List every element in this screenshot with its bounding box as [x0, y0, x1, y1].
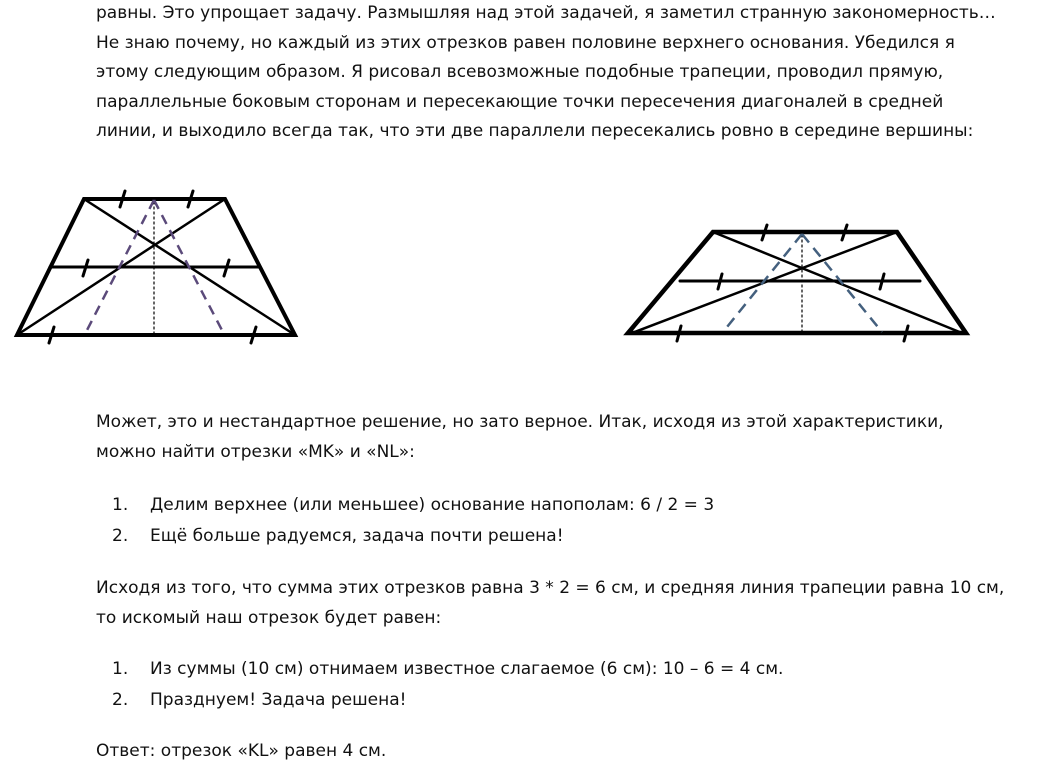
left-dashed-parallels	[85, 200, 224, 334]
intro-line-5: линии, и выходило всегда так, что эти две параллели пересекались ровно в середине вершины:	[96, 121, 974, 142]
para3-line-1: Исходя из того, что сумма этих отрезков равна 3 * 2 = 6 см, и средняя линия трапеции равна 10 см,	[96, 578, 1005, 598]
list2-item-2: Празднуем! Задача решена!	[150, 690, 407, 710]
intro-line-4: параллельные боковым сторонам и пересекающие точки пересечения диагоналей в средней	[96, 91, 944, 112]
right-diagonal-2	[632, 232, 897, 333]
left-tick-marks	[49, 191, 256, 343]
para3-line-2: то искомый наш отрезок будет равен:	[96, 608, 442, 628]
list1-item-2-number: 2.	[112, 526, 129, 546]
intro-line-2: Не знаю почему, но каждый из этих отрезков равен половине верхнего основания. Убедился я	[96, 32, 955, 53]
left-diagonal-1	[84, 199, 295, 335]
list1-item-2: Ещё больше радуемся, задача почти решена!	[150, 526, 564, 546]
right-dashed-parallels	[723, 234, 882, 332]
list1-item-1: Делим верхнее (или меньшее) основание напополам: 6 / 2 = 3	[150, 495, 715, 515]
list2-item-2-number: 2.	[112, 690, 129, 710]
left-trapezoid-outline	[17, 199, 295, 335]
para2-line-1: Может, это и нестандартное решение, но зато верное. Итак, исходя из этой характеристики,	[96, 412, 944, 432]
intro-line-1: равны. Это упрощает задачу. Размышляя над этой задачей, я заметил странную закономерность…	[96, 3, 996, 23]
answer-line: Ответ: отрезок «KL» равен 4 см.	[96, 741, 387, 761]
para2-line-2: можно найти отрезки «MK» и «NL»:	[96, 442, 415, 462]
list2-item-1: Из суммы (10 см) отнимаем известное слагаемое (6 см): 10 – 6 = 4 см.	[150, 659, 784, 679]
left-diagonal-2	[17, 199, 225, 335]
list2-item-1-number: 1.	[112, 659, 129, 679]
intro-line-3: этому следующим образом. Я рисовал всевозможные подобные трапеции, проводил прямую,	[96, 62, 944, 83]
right-trapezoid-outline	[628, 232, 966, 333]
list1-item-1-number: 1.	[112, 495, 129, 515]
right-tick-marks	[677, 225, 908, 341]
right-diagonal-1	[713, 232, 962, 333]
